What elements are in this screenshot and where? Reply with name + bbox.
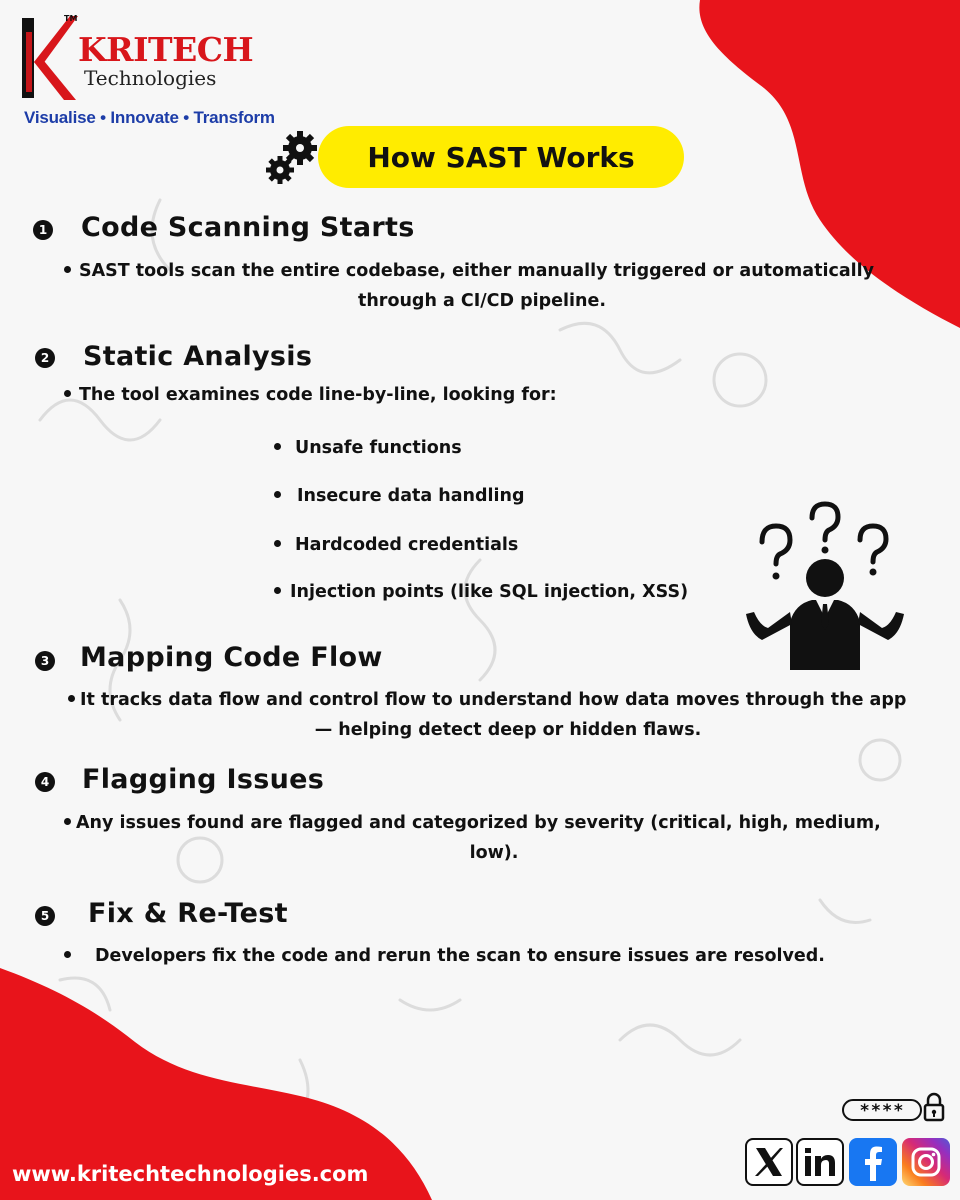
body-line: — helping detect deep or hidden flaws. <box>314 720 702 740</box>
list-item: Insecure data handling <box>274 486 525 506</box>
bullet <box>274 587 281 594</box>
linkedin-social-button[interactable] <box>796 1138 844 1186</box>
list-item: Injection points (like SQL injection, XSS) <box>274 582 688 602</box>
bullet <box>274 540 281 547</box>
kritech-logo-icon <box>18 12 78 104</box>
bullet <box>274 443 281 450</box>
lock-icon <box>922 1091 946 1123</box>
brand-tagline: Visualise • Innovate • Transform <box>24 108 275 127</box>
list-item: Hardcoded credentials <box>274 535 518 555</box>
body-line: SAST tools scan the entire codebase, either manually triggered or automatically <box>79 261 875 281</box>
section-heading-3: Mapping Code Flow <box>80 642 383 673</box>
step-number-3: 3 <box>35 651 55 671</box>
section-heading-2: Static Analysis <box>83 341 313 372</box>
section-body-1 <box>64 256 924 316</box>
page-title: How SAST Works <box>318 126 684 188</box>
section-body-5 <box>64 941 944 971</box>
bullet <box>274 491 281 498</box>
instagram-social-button[interactable] <box>902 1138 950 1186</box>
section-heading-5: Fix & Re-Test <box>88 898 288 929</box>
website-url[interactable]: www.kritechtechnologies.com <box>12 1162 369 1186</box>
confused-person-icon <box>740 500 910 672</box>
linkedin-icon <box>802 1144 838 1180</box>
instagram-icon <box>909 1145 943 1179</box>
list-item: Unsafe functions <box>274 438 462 458</box>
step-number-5: 5 <box>35 906 55 926</box>
gears-icon <box>262 126 324 188</box>
body-line: Developers fix the code and rerun the scan to ensure issues are resolved. <box>95 946 825 966</box>
section-heading-4: Flagging Issues <box>82 764 325 795</box>
section-heading-1: Code Scanning Starts <box>81 212 415 243</box>
body-line: through a CI/CD pipeline. <box>357 291 607 311</box>
body-line: The tool examines code line-by-line, looking for: <box>79 385 557 405</box>
bullet <box>64 951 71 958</box>
x-social-button[interactable] <box>745 1138 793 1186</box>
bullet <box>64 266 71 273</box>
step-number-1: 1 <box>33 220 53 240</box>
section-body-2 <box>64 380 764 410</box>
step-number-4: 4 <box>35 772 55 792</box>
step-number-2: 2 <box>35 348 55 368</box>
password-mask: **** <box>842 1099 922 1121</box>
body-line: It tracks data flow and control flow to understand how data moves through the app <box>80 690 907 710</box>
facebook-social-button[interactable] <box>849 1138 897 1186</box>
brand-name: KRITECH <box>78 30 254 69</box>
bullet <box>68 695 75 702</box>
body-line: low). <box>469 843 519 863</box>
brand-subtitle: Technologies <box>84 66 217 90</box>
bullet <box>64 390 71 397</box>
x-logo-icon <box>752 1145 786 1179</box>
section-body-4 <box>64 808 924 868</box>
password-badge <box>842 1097 946 1123</box>
bullet <box>64 818 71 825</box>
body-line: Any issues found are flagged and categorized by severity (critical, high, medium, <box>76 813 881 833</box>
facebook-icon <box>858 1143 888 1181</box>
trademark-mark: TM <box>64 14 78 23</box>
section-body-3 <box>68 685 948 745</box>
